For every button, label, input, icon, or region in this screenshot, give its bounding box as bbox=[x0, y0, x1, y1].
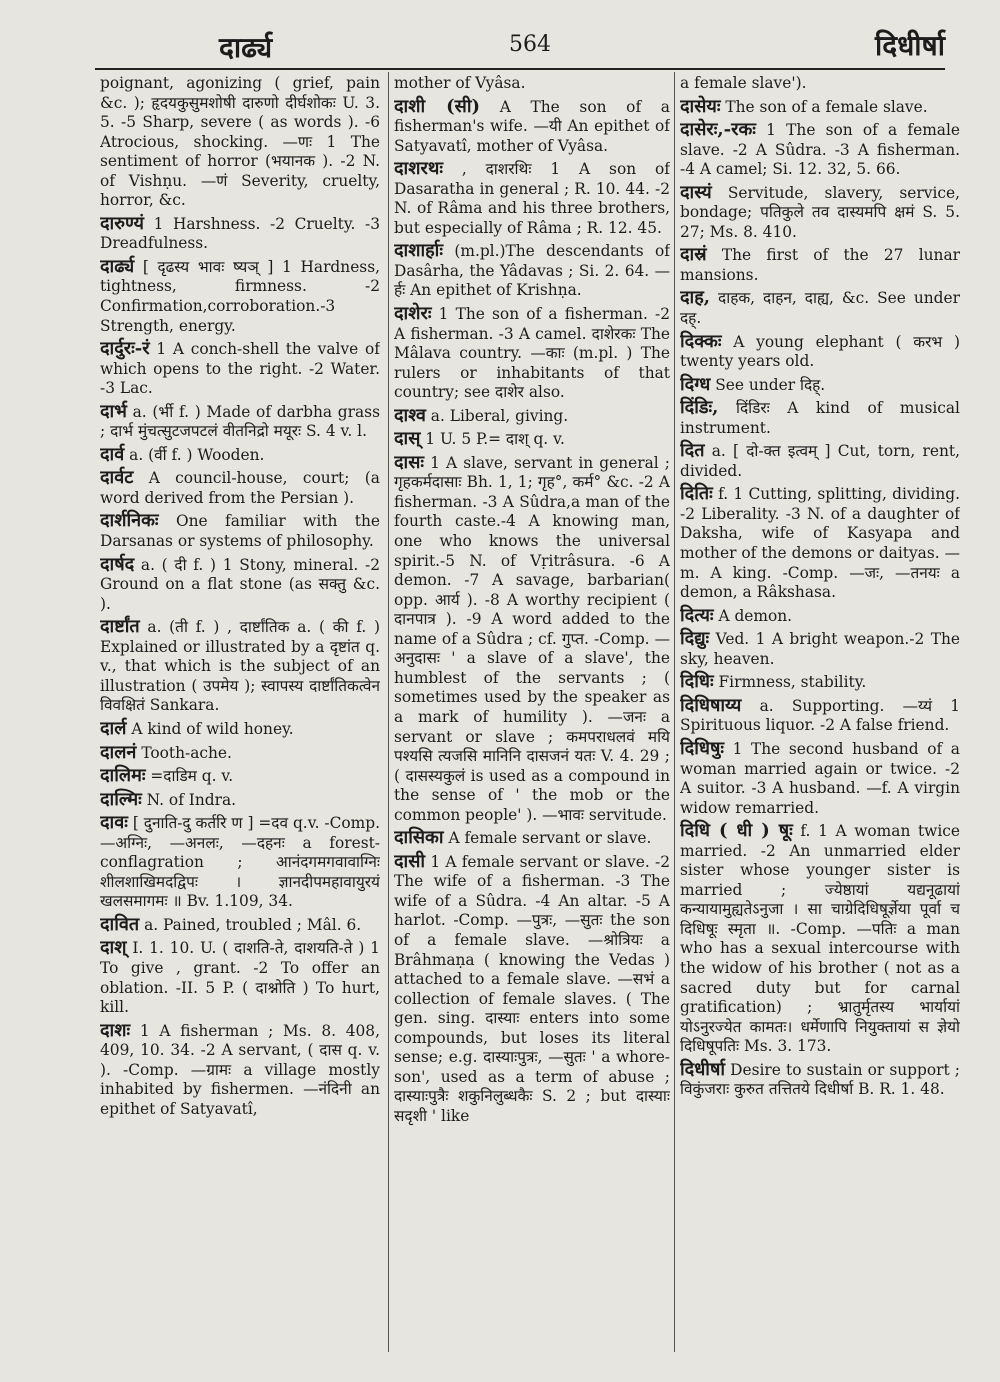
entry-definition: 1 A female servant or slave. -2 The wife of a fisherman. -3 The wife of a Sûdra. -4 An altar. -5 A harlot. -Comp. —पुत्रः, —सुतः the son of a female slave. —श्रोत्रियः a Brâhmaṇa ( knowing the Vedas ) attached to a female slave. —सभं a collection of female slaves. ( The gen. sing. दास्याः enters into some compounds, but loses its literal sense; e.g. दास्याःपुत्रः, —सुतः ' a whore-son', used as a term of abuse ; दास्याःपुत्रैः शकुनिलुब्धकैः S. 2 ; but दास्याः सदृशी ' like bbox=[394, 852, 670, 1125]
entry-definition: A The son of a fisherman's wife. —यी An epithet of Satyavatî, mother of Vyâsa. bbox=[394, 97, 670, 155]
dictionary-entry bbox=[680, 375, 960, 396]
entry-definition: 1 The son of a female slave. -2 A Sûdra. -3 A fisherman. -4 A camel; Si. 12. 32, 5. 66. bbox=[680, 121, 960, 179]
entry-definition: 1 U. 5 P.= दाश् q. v. bbox=[425, 430, 565, 449]
entry-headword: दार्शनिकः bbox=[100, 510, 159, 532]
entry-definition: I. 1. 10. U. ( दाशति-ते, दाशयति-ते ) 1 To give , grant. -2 To offer an oblation. -II. 5 P. ( दाश्नोति ) To hurt, kill. bbox=[100, 939, 380, 1017]
dictionary-entry bbox=[100, 813, 380, 912]
dictionary-entry bbox=[680, 74, 960, 94]
entry-definition: The son of a female slave. bbox=[725, 97, 928, 116]
entry-headword: दाशी (सी) bbox=[394, 95, 481, 117]
entry-headword: दिंडिः, bbox=[680, 397, 719, 419]
entry-headword: दास्रं bbox=[680, 244, 707, 266]
page-number: 564 bbox=[509, 32, 551, 57]
dictionary-entry bbox=[394, 453, 670, 825]
dictionary-entry bbox=[680, 739, 960, 818]
dictionary-entry bbox=[680, 629, 960, 669]
entry-definition: दाहक, दाहन, दाह्य, &c. See under दह्. bbox=[680, 289, 960, 328]
entry-headword: दित bbox=[680, 440, 705, 462]
entry-definition: (m.pl.)The descendants of Dasârha, the Yâdavas ; Si. 2. 64. —र्हः An epithet of Krishṇa. bbox=[394, 242, 670, 300]
column-2 bbox=[394, 74, 670, 1362]
entry-headword: दाल्मिः bbox=[100, 788, 142, 810]
entry-headword: दार्ष्टांत bbox=[100, 616, 140, 638]
entry-headword: दिद्युः bbox=[680, 628, 710, 650]
dictionary-entry bbox=[394, 159, 670, 238]
entry-definition: , दाशरथिः 1 A son of Dasaratha in general ; R. 10. 44. -2 N. of Râma and his three brothers, but especially of Râma ; R. 12. 45. bbox=[394, 160, 670, 237]
dictionary-entry bbox=[100, 617, 380, 716]
entry-headword: दालिमः bbox=[100, 765, 146, 787]
entry-definition: poignant, agonizing ( grief, pain &c. ); हृदयकुसुमशोषी दारुणो दीर्घशोकः U. 3. 5. -5 Sharp, severe ( as words ). -6 Atrocious, shocking. —णः 1 The sentiment of horror (भयानक ). -2 N. of Vishṇu. —णं Severity, cruelty, horror, &c. bbox=[100, 74, 380, 210]
dictionary-entry bbox=[394, 97, 670, 157]
dictionary-entry bbox=[680, 606, 960, 627]
entry-headword: दासी bbox=[394, 850, 426, 872]
entry-definition: 1 Harshness. -2 Cruelty. -3 Dreadfulness. bbox=[100, 214, 380, 253]
entry-headword: दाशरथः bbox=[394, 158, 443, 180]
entry-definition: Ved. 1 A bright weapon.-2 The sky, heaven. bbox=[680, 630, 960, 668]
dictionary-entry bbox=[100, 402, 380, 442]
entry-headword: दिग्ध bbox=[680, 373, 711, 395]
entry-definition: One familiar with the Darsanas or systems of philosophy. bbox=[100, 512, 380, 551]
column-divider bbox=[674, 72, 675, 1352]
entry-definition: A kind of wild honey. bbox=[131, 719, 294, 738]
entry-definition: 1 The son of a fisherman. -2 A fisherman. -3 A camel. दाशेरकः The Mâlava country. —काः (m.pl. ) The rulers or inhabitants of that country; see दाशेर also. bbox=[394, 305, 670, 402]
entry-headword: दाशार्हाः bbox=[394, 240, 443, 262]
entry-headword: दिधिषाय्य bbox=[680, 694, 742, 716]
dictionary-entry bbox=[680, 183, 960, 243]
entry-definition: N. of Indra. bbox=[146, 790, 237, 809]
dictionary-entry bbox=[394, 828, 670, 849]
entry-headword: दित्यः bbox=[680, 604, 714, 626]
dictionary-entry bbox=[394, 406, 670, 427]
entry-definition: a. [ दो-क्त इत्वम् ] Cut, torn, rent, divided. bbox=[680, 442, 960, 480]
dictionary-entry bbox=[680, 245, 960, 285]
dictionary-entry bbox=[100, 257, 380, 336]
column-divider bbox=[388, 72, 389, 1352]
entry-definition: The first of the 27 lunar mansions. bbox=[680, 246, 960, 284]
entry-headword: दाश्व bbox=[394, 404, 426, 426]
dictionary-entry bbox=[100, 339, 380, 399]
entry-definition: A council-house, court; (a word derived from the Persian ). bbox=[100, 469, 380, 507]
entry-definition: a. Liberal, giving. bbox=[430, 406, 569, 425]
dictionary-entry bbox=[394, 852, 670, 1127]
header-right-guideword: दिधीर्षा bbox=[874, 29, 945, 62]
entry-definition: 1 A conch-shell the valve of which opens to the right. -2 Water. -3 Lac. bbox=[100, 340, 380, 398]
entry-headword: दावः bbox=[100, 812, 128, 834]
dictionary-entry bbox=[100, 1021, 380, 1120]
entry-headword: दारुण्यं bbox=[100, 212, 144, 234]
entry-headword: दालनं bbox=[100, 741, 137, 763]
dictionary-entry bbox=[680, 332, 960, 372]
entry-definition: [ दुनाति-दु कर्तरि ण ] =दव q.v. -Comp. —अग्निः, —अनलः, —दहनः a forest-conflagration ; आनंदगमगवावाग्निः शीलशाखिमदद्विपः । ज्ञानदीपमहावायुरयं खलसमागमः ॥ Bv. 1.109, 34. bbox=[100, 814, 380, 911]
entry-headword: दास्यं bbox=[680, 181, 712, 203]
column-3 bbox=[680, 74, 960, 1362]
entry-definition: a. Pained, troubled ; Mâl. 6. bbox=[144, 915, 362, 934]
dictionary-entry bbox=[394, 241, 670, 301]
entry-definition: f. 1 Cutting, splitting, dividing. -2 Liberality. -3 N. of a daughter of Daksha, wife of Kasyapa and mother of the demons or daityas. —m. A king. -Comp. —जः, —तनयः a demon, a Râkshasa. bbox=[680, 485, 960, 602]
dictionary-entry bbox=[394, 429, 670, 450]
entry-definition: 1 A fisherman ; Ms. 8. 408, 409, 10. 34. -2 A servant, ( दास q. v. ). -Comp. —ग्रामः a village mostly inhabited by fishermen. —नंदिनी an epithet of Satyavatî, bbox=[100, 1021, 380, 1118]
dictionary-entry bbox=[100, 468, 380, 508]
entry-headword: दाश् bbox=[100, 937, 127, 959]
dictionary-entry bbox=[394, 304, 670, 403]
entry-definition: Tooth-ache. bbox=[141, 743, 232, 762]
entry-headword: दिक्कः bbox=[680, 330, 722, 352]
entry-headword: दिधीर्षा bbox=[680, 1058, 726, 1080]
entry-headword: दिधि ( धी ) षूः bbox=[680, 820, 793, 842]
dictionary-entry bbox=[100, 766, 380, 787]
dictionary-entry bbox=[680, 821, 960, 1057]
entry-definition: 1 A slave, servant in general ; गृहकर्मदासाः Bh. 1, 1; गृह°, कर्म° &c. -2 A fisherman. -3 A Sûdra,a man of the fourth caste.-4 A knowing man, one who knows the universal spirit.-5 N. of Vṛitrâsura. -6 A demon. -7 A savage, barbarian( opp. आर्य ). -8 A worthy recipient ( दानपात्र ). -9 A word added to the name of a Sûdra ; cf. गुप्त. -Comp. —अनुदासः ' a slave of a slave', the humblest of the servants ; ( sometimes used by the speaker as a mark of humility ). —जनः a servant or slave ; कमपराधलवं मयि पश्यसि त्यजसि मानिनि दासजनं यतः V. 4. 29 ; ( दासस्यकुलं is used as a compound in the sense of ' the mob or the common people' ). —भावः servitude. bbox=[394, 453, 670, 824]
dictionary-entry bbox=[100, 555, 380, 615]
entry-definition: A female servant or slave. bbox=[448, 829, 652, 848]
dictionary-entry bbox=[394, 74, 670, 94]
entry-definition: Firmness, stability. bbox=[718, 673, 867, 692]
dictionary-entry bbox=[100, 511, 380, 551]
entry-definition: a. Supporting. —य्यं 1 Spirituous liquor. -2 A false friend. bbox=[680, 696, 960, 735]
header-rule bbox=[95, 68, 945, 70]
entry-headword: दाशेरः bbox=[394, 303, 432, 325]
dictionary-entry bbox=[100, 74, 380, 211]
entry-definition: mother of Vyâsa. bbox=[394, 74, 526, 92]
entry-definition: a. (र्वी f. ) Wooden. bbox=[129, 445, 265, 464]
entry-headword: दावित bbox=[100, 913, 140, 935]
dictionary-entry bbox=[680, 484, 960, 602]
entry-definition: =दाडिम q. v. bbox=[150, 767, 234, 786]
dictionary-entry bbox=[100, 445, 380, 466]
entry-definition: [ दृढस्य भावः ष्यञ् ] 1 Hardness, tightness, firmness. -2 Confirmation,corroboration.-3 Strength, energy. bbox=[100, 257, 380, 335]
entry-definition: Desire to sustain or support ; विकुंजराः कुरुत तत्तितये दिधीर्षा B. R. 1. 48. bbox=[680, 1060, 960, 1099]
entry-definition: a. (ती f. ) , दार्ष्टांतिक a. ( की f. ) Explained or illustrated by a दृष्टांत q. v., that which is the subject of an illustration ( उपमेय ); स्वापस्य दार्ष्टांतिकत्वेन विवक्षितं Sankara. bbox=[100, 618, 380, 715]
column-1 bbox=[100, 74, 380, 1362]
page-header bbox=[95, 22, 945, 66]
dictionary-entry bbox=[680, 120, 960, 180]
entry-headword: दासेयः bbox=[680, 95, 721, 117]
entry-headword: दार्व bbox=[100, 443, 125, 465]
entry-headword: दास् bbox=[394, 428, 421, 450]
entry-headword: दार्दुरः-रं bbox=[100, 338, 150, 360]
dictionary-entry bbox=[100, 790, 380, 811]
dictionary-entry bbox=[680, 97, 960, 118]
entry-headword: दाह, bbox=[680, 287, 711, 309]
entry-definition: a. (र्भी f. ) Made of darbha grass ; दार्भ मुंचत्सुटजपटलं वीतनिद्रो मयूरः S. 4 v. l. bbox=[100, 402, 380, 441]
entry-headword: दितिः bbox=[680, 483, 713, 505]
entry-headword: दार्ल bbox=[100, 717, 127, 739]
entry-headword: दार्ढ्य bbox=[100, 255, 135, 277]
dictionary-entry bbox=[100, 719, 380, 740]
entry-headword: दासेरः,-रकः bbox=[680, 119, 756, 141]
entry-definition: 1 The second husband of a woman married again or twice. -2 A suitor. -3 A husband. —f. A virgin widow remarried. bbox=[680, 739, 960, 817]
dictionary-entry bbox=[680, 398, 960, 438]
entry-definition: A young elephant ( करभ ) twenty years old. bbox=[680, 332, 960, 371]
dictionary-entry bbox=[100, 915, 380, 936]
entry-headword: दिधिषुः bbox=[680, 737, 724, 759]
dictionary-entry bbox=[100, 938, 380, 1017]
entry-definition: A demon. bbox=[718, 606, 793, 625]
entry-headword: दार्भ bbox=[100, 400, 127, 422]
entry-definition: दिंडिरः A kind of musical instrument. bbox=[680, 399, 960, 437]
dictionary-entry bbox=[680, 696, 960, 736]
entry-headword: दिधिः bbox=[680, 671, 714, 693]
entry-definition: See under दिह्. bbox=[715, 375, 826, 394]
dictionary-entry bbox=[680, 441, 960, 481]
entry-definition: f. 1 A woman twice married. -2 An unmarried elder sister whose younger sister is married ; ज्येष्ठायां यद्यनूढायां कन्यायामुह्यतेऽनुजा । सा चाग्रेदिधिषूर्ज्ञेया पूर्वा च दिधिषूः स्मृता ॥. -Comp. —पतिः a man who has a sexual intercourse with the widow of his brother ( not as a sacred duty but for carnal gratification) ; भ्रातुर्मृतस्य भार्यायां योऽनुरज्येत कामतः। धर्मेणापि नियुक्तायां स ज्ञेयो दिधिषूपतिः Ms. 3. 173. bbox=[680, 822, 960, 1056]
dictionary-entry bbox=[680, 288, 960, 328]
header-left-guideword: दार्ढ्य bbox=[219, 31, 273, 64]
entry-headword: दार्वट bbox=[100, 467, 134, 489]
entry-definition: a. ( दी f. ) 1 Stony, mineral. -2 Ground on a flat stone (as सक्तु &c. ). bbox=[100, 555, 380, 613]
entry-headword: दासिका bbox=[394, 827, 444, 849]
dictionary-entry bbox=[100, 743, 380, 764]
entry-headword: दासः bbox=[394, 451, 425, 473]
dictionary-entry bbox=[680, 672, 960, 693]
entry-definition: Servitude, slavery, service, bondage; पतिकुले तव दास्यमपि क्षमं S. 5. 27; Ms. 8. 410. bbox=[680, 183, 960, 241]
dictionary-entry bbox=[680, 1060, 960, 1100]
entry-headword: दार्षद bbox=[100, 553, 135, 575]
entry-headword: दाशः bbox=[100, 1019, 131, 1041]
dictionary-entry bbox=[100, 214, 380, 254]
entry-definition: a female slave'). bbox=[680, 74, 807, 92]
